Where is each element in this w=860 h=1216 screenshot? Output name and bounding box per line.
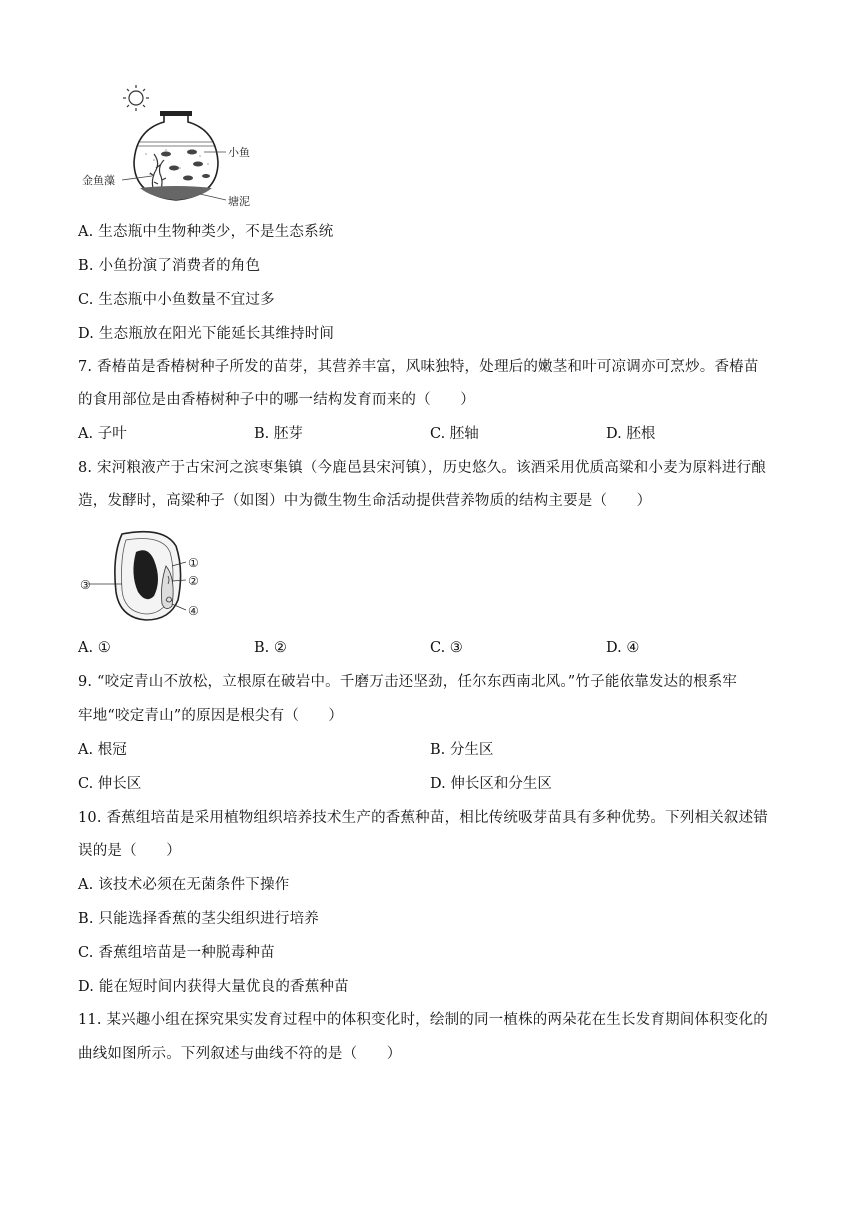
fish-icons — [161, 150, 210, 181]
q7-stem-line-2: 的食用部位是由香椿树种子中的哪一结构发育而来的（ ） — [78, 392, 475, 408]
q11-stem-line-1: 11. 某兴趣小组在探究果实发育过程中的体积变化时，绘制的同一植株的两朵花在生长发育期间体积变化的 — [78, 1012, 768, 1028]
sorghum-seed-figure — [82, 526, 212, 626]
q7-option-b: B. 胚芽 — [254, 426, 303, 442]
q6-option-c: C. 生态瓶中小鱼数量不宜过多 — [78, 292, 275, 308]
q9-stem-line-1: 9. “咬定青山不放松，立根原在破岩中。千磨万击还坚劲，任尔东西南北风。”竹子能依靠发达的根系牢 — [78, 674, 738, 690]
q8-option-d: D. ④ — [606, 640, 640, 656]
q6-option-b: B. 小鱼扮演了消费者的角色 — [78, 258, 261, 274]
q9-stem-line-2: 牢地“咬定青山”的原因是根尖有（ ） — [78, 708, 344, 724]
q7-option-c: C. 胚轴 — [430, 426, 479, 442]
q11-stem-line-2: 曲线如图所示。下列叙述与曲线不符的是（ ） — [78, 1046, 402, 1062]
q6-option-a: A. 生态瓶中生物种类少，不是生态系统 — [78, 224, 334, 240]
q10-option-d: D. 能在短时间内获得大量优良的香蕉种苗 — [78, 979, 349, 995]
q7-stem-line-1: 7. 香椿苗是香椿树种子所发的苗芽，其营养丰富，风味独特，处理后的嫩茎和叶可凉调亦可烹炒。香椿苗 — [78, 359, 759, 375]
q10-stem-line-2: 误的是（ ） — [78, 843, 181, 859]
q9-option-a: A. 根冠 — [78, 742, 127, 758]
q7-option-d: D. 胚根 — [606, 426, 656, 442]
q9-option-b: B. 分生区 — [430, 742, 494, 758]
sun-icon — [123, 85, 149, 111]
label-mud: 塘泥 — [228, 195, 250, 208]
q10-option-a: A. 该技术必须在无菌条件下操作 — [78, 877, 290, 893]
q10-option-c: C. 香蕉组培苗是一种脱毒种苗 — [78, 945, 275, 961]
label-fish: 小鱼 — [228, 146, 250, 159]
q10-stem-line-1: 10. 香蕉组培苗是采用植物组织培养技术生产的香蕉种苗，相比传统吸芽苗具有多种优势。下列相关叙述错 — [78, 810, 768, 826]
q10-option-b: B. 只能选择香蕉的茎尖组织进行培养 — [78, 911, 319, 927]
seed-label-1: ① — [188, 556, 199, 570]
q8-option-c: C. ③ — [430, 640, 463, 656]
q7-option-a: A. 子叶 — [78, 426, 127, 442]
eco-bottle-figure — [80, 84, 260, 214]
q6-option-d: D. 生态瓶放在阳光下能延长其维持时间 — [78, 326, 335, 342]
seed-label-3: ③ — [80, 578, 91, 592]
seed-label-2: ② — [188, 574, 199, 588]
label-algae: 金鱼藻 — [82, 174, 115, 187]
q8-stem-line-2: 造，发酵时，高粱种子（如图）中为微生物生命活动提供营养物质的结构主要是（ ） — [78, 493, 652, 509]
q8-stem-line-1: 8. 宋河粮液产于古宋河之滨枣集镇（今鹿邑县宋河镇），历史悠久。该酒采用优质高粱和小麦为原料进行酿 — [78, 460, 766, 476]
q9-option-c: C. 伸长区 — [78, 776, 142, 792]
seed-label-4: ④ — [188, 604, 199, 618]
q8-option-a: A. ① — [78, 640, 111, 656]
q8-option-b: B. ② — [254, 640, 287, 656]
q9-option-d: D. 伸长区和分生区 — [430, 776, 552, 792]
